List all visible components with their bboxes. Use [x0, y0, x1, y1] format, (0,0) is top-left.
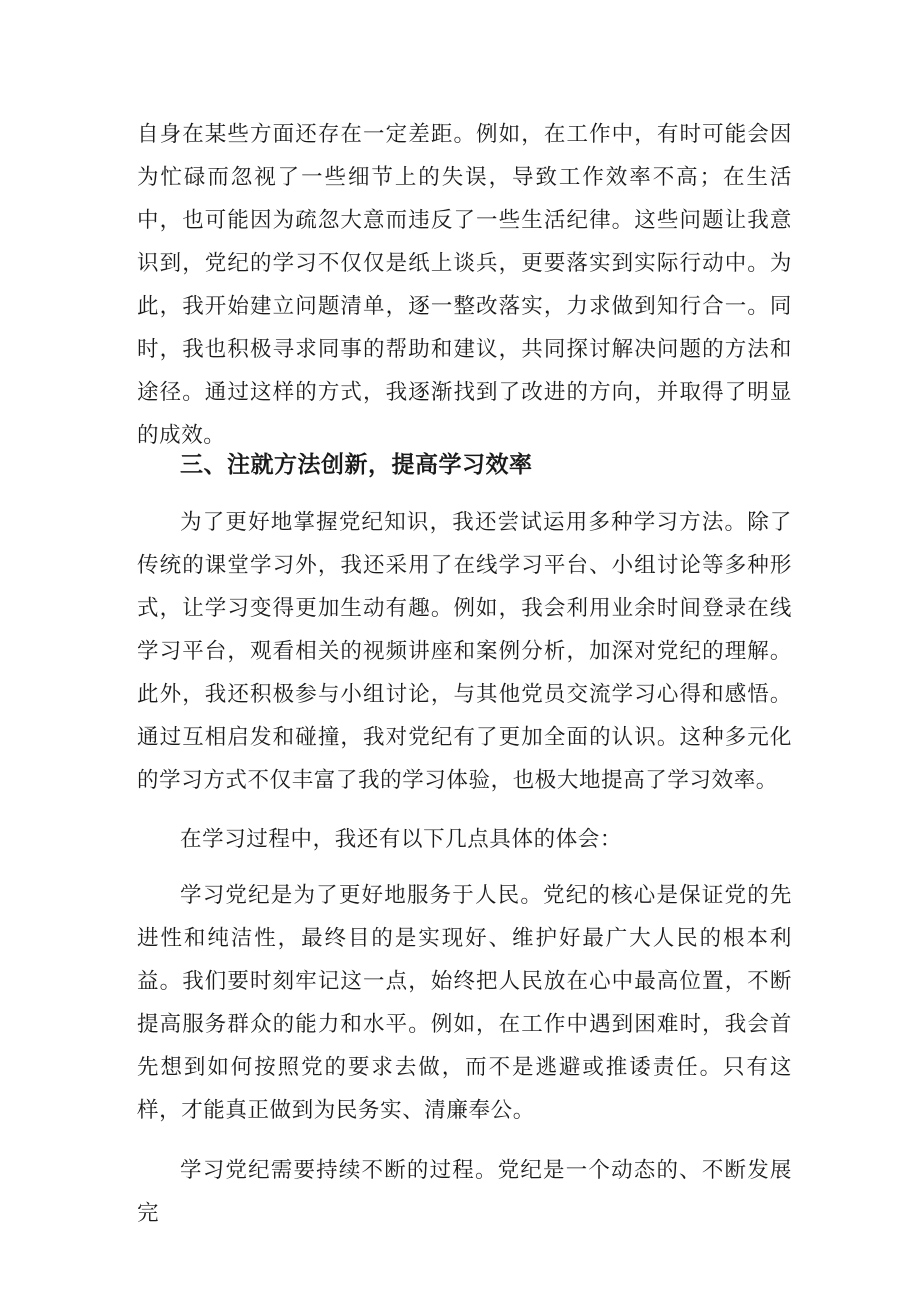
- paragraph-learning-methods: 为了更好地掌握党纪知识，我还尝试运用多种学习方法。除了传统的课堂学习外，我还采用了在线学习平台、小组讨论等多种形式，让学习变得更加生动有趣。例如，我会利用业余时间登录在线学习平台，观看相关的视频讲座和案例分析，加深对党纪的理解。此外，我还积极参与小组讨论，与其他党员交流学习心得和感悟。通过互相启发和碰撞，我对党纪有了更加全面的认识。这种多元化的学习方式不仅丰富了我的学习体验，也极大地提高了学习效率。: [137, 510, 792, 793]
- section-heading-3: 三、注就方法创新，提高学习效率: [180, 452, 533, 478]
- paragraph-continuation: 自身在某些方面还存在一定差距。例如，在工作中，有时可能会因为忙碌而忽视了一些细节上的失误，导致工作效率不高；在生活中，也可能因为疏忽大意而违反了一些生活纪律。这些问题让我意识到，党纪的学习不仅仅是纸上谈兵，更要落实到实际行动中。为此，我开始建立问题清单，逐一整改落实，力求做到知行合一。同时，我也积极寻求同事的帮助和建议，共同探讨解决问题的方法和途径。通过这样的方式，我逐渐找到了改进的方向，并取得了明显的成效。: [137, 122, 792, 448]
- paragraph-insights-intro: 在学习过程中，我还有以下几点具体的体会：: [180, 827, 623, 852]
- paragraph-serve-people: 学习党纪是为了更好地服务于人民。党纪的核心是保证党的先进性和纯洁性，最终目的是实现好、维护好最广大人民的根本利益。我们要时刻牢记这一点，始终把人民放在心中最高位置，不断提高服务群众的能力和水平。例如，在工作中遇到困难时，我会首先想到如何按照党的要求去做，而不是逃避或推诿责任。只有这样，才能真正做到为民务实、清廉奉公。: [137, 883, 792, 1123]
- paragraph-continuous-process: 学习党纪需要持续不断的过程。党纪是一个动态的、不断发展完: [137, 1158, 792, 1226]
